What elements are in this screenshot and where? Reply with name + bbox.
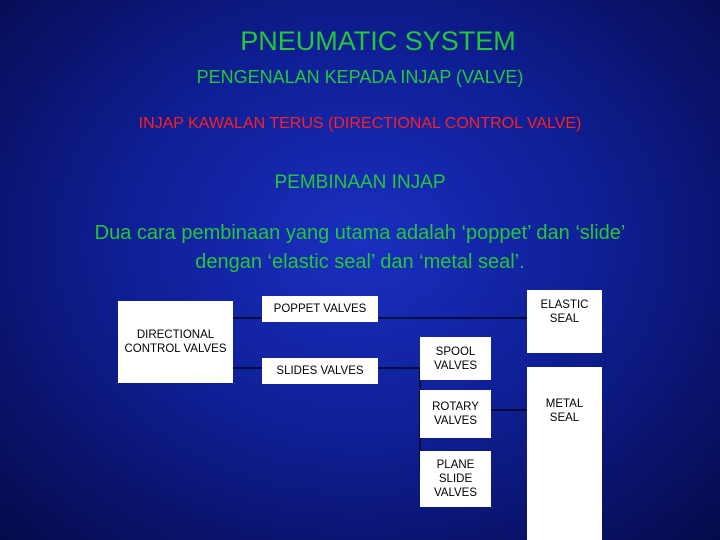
directional-control-valves-box [118,301,233,383]
metal-seal-box [527,367,602,540]
elastic-seal-box [527,290,602,353]
slide-title: PNEUMATIC SYSTEM [240,26,516,56]
elastic-seal-label: ELASTIC SEAL [540,299,589,325]
rotary-valves-box [420,390,491,438]
spool-valves-label: SPOOL VALVES [433,345,478,372]
spool-valves-box [420,337,491,380]
slides-valves-box [262,358,378,384]
plane-slide-valves-label: PLANE SLIDE VALVES [433,459,478,499]
plane-slide-valves-box [420,451,491,507]
paragraph-line-2: dengan ‘elastic seal’ dan ‘metal seal’. [195,251,525,273]
section-heading: INJAP KAWALAN TERUS (DIRECTIONAL CONTROL VALVE) [138,115,582,132]
rotary-valves-label: ROTARY VALVES [432,401,479,427]
slides-valves-label: SLIDES VALVES [276,365,364,377]
topic-heading: PEMBINAAN INJAP [274,172,446,193]
slide-subtitle: PENGENALAN KEPADA INJAP (VALVE) [196,67,524,87]
metal-seal-label: METAL SEAL [545,398,584,424]
directional-control-valves-label: DIRECTIONAL CONTROL VALVES [124,329,227,355]
poppet-valves-box [262,296,378,322]
paragraph-line-1: Dua cara pembinaan yang utama adalah ‘poppet’ dan ‘slide’ [94,222,626,244]
poppet-valves-label: POPPET VALVES [273,303,367,315]
